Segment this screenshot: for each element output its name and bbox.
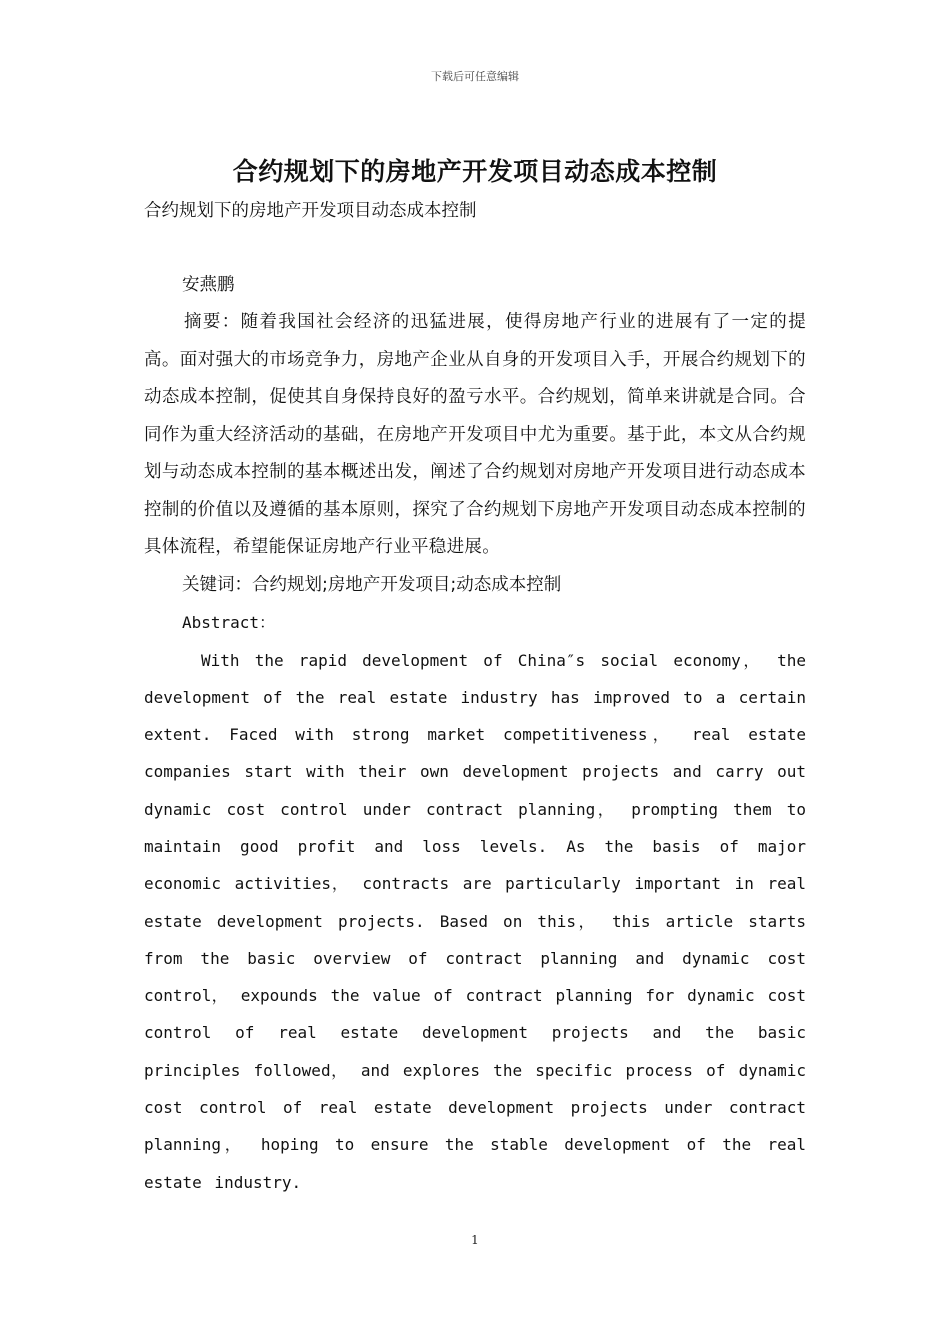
header-note: 下载后可任意编辑 <box>431 70 519 83</box>
english-abstract: With the rapid development of China″s social economy， the development of the real estate industry has improved to a certain extent. Faced with strong market competitiveness， real estate companies start with their own development projects and carry out dynamic cost control under contract planning， prompting them to maintain good profit and loss levels. As the basis of major economic activities， contracts are particularly important in real estate development projects. Based on this， this article starts from the basic overview of contract planning and dynamic cost control， expounds the value of contract planning for dynamic cost control of real estate development projects and the basic principles followed， and explores the specific process of dynamic cost control of real estate development projects under contract planning， hoping to ensure the stable development of the real estate industry. <box>144 650 807 1192</box>
author-name: 安燕鹏 <box>182 275 235 295</box>
keywords: 关键词：合约规划;房地产开发项目;动态成本控制 <box>182 574 562 595</box>
english-abstract-label: Abstract： <box>182 613 276 632</box>
document-title: 合约规划下的房地产开发项目动态成本控制 <box>232 157 718 186</box>
chinese-abstract: 摘要：随着我国社会经济的迅猛进展，使得房地产行业的进展有了一定的提高。面对强大的市场竞争力，房地产企业从自身的开发项目入手，开展合约规划下的动态成本控制，促使其自身保持良好的盈亏水平。合约规划，简单来讲就是合同。合同作为重大经济活动的基础，在房地产开发项目中尤为重要。基于此，本文从合约规划与动态成本控制的基本概述出发，阐述了合约规划对房地产开发项目进行动态成本控制的价值以及遵循的基本原则，探究了合约规划下房地产开发项目动态成本控制的具体流程，希望能保证房地产行业平稳进展。 <box>144 312 806 557</box>
document-body <box>144 195 806 1201</box>
page-number: 1 <box>471 1233 479 1247</box>
document-subtitle: 合约规划下的房地产开发项目动态成本控制 <box>144 201 477 221</box>
